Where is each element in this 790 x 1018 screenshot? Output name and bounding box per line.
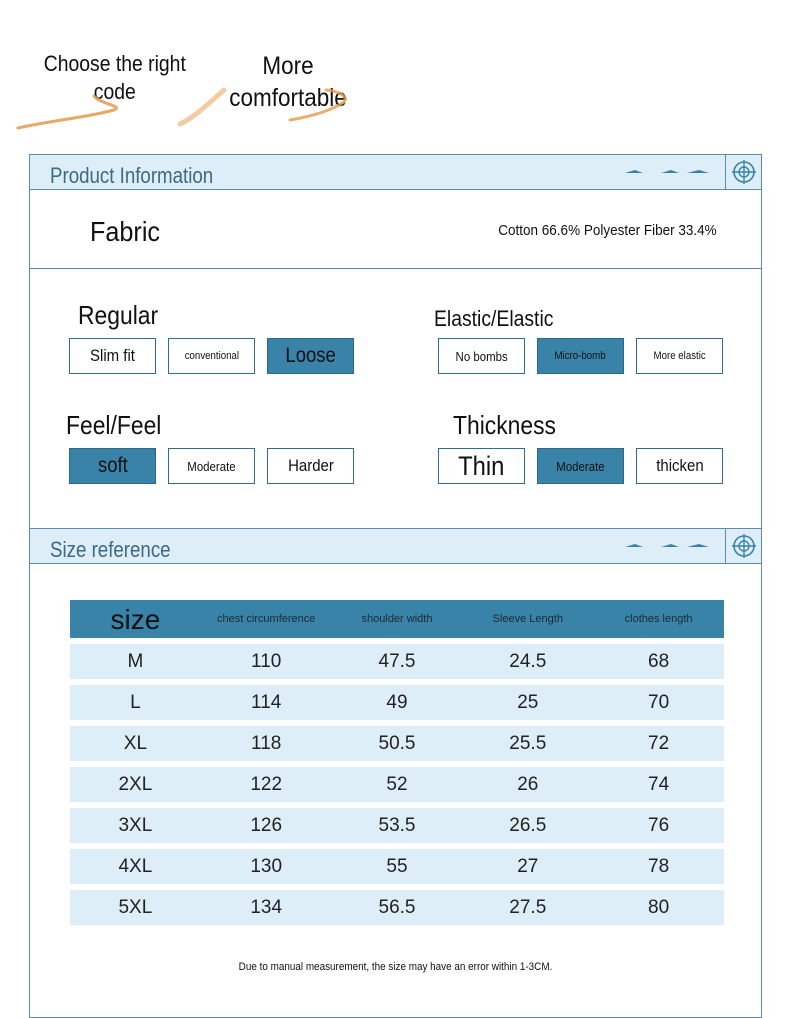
table-row xyxy=(70,767,724,802)
cell-length: 72 xyxy=(648,732,670,754)
header-sleeve: Sleeve Length xyxy=(492,612,563,625)
thickness-option-moderate-label: Moderate xyxy=(556,458,605,474)
table-row xyxy=(70,644,724,679)
cell-shoulder: 53.5 xyxy=(378,814,416,836)
thickness-option-thin[interactable] xyxy=(438,448,525,484)
cell-chest: 126 xyxy=(250,814,283,836)
cell-shoulder: 49 xyxy=(386,691,408,713)
cell-length: 68 xyxy=(648,650,670,672)
cell-shoulder: 50.5 xyxy=(378,732,416,754)
measurement-note: Due to manual measurement, the size may have an error within 1-3CM. xyxy=(238,961,553,973)
promo-choose-code xyxy=(40,50,190,130)
cell-size: M xyxy=(127,650,144,672)
elastic-option-no-bombs-label: No bombs xyxy=(455,348,508,364)
feel-option-soft[interactable] xyxy=(69,448,156,484)
product-info-title: Product Information xyxy=(50,163,214,188)
fit-option-loose[interactable] xyxy=(267,338,354,374)
cell-size: XL xyxy=(123,732,148,754)
cell-sleeve: 27.5 xyxy=(509,896,547,918)
fabric-label: Fabric xyxy=(90,216,161,247)
header-size: size xyxy=(110,603,161,635)
cell-sleeve: 24.5 xyxy=(509,650,547,672)
cell-chest: 110 xyxy=(251,650,282,672)
table-row xyxy=(70,849,724,884)
cell-shoulder: 55 xyxy=(386,855,408,877)
cell-size: 5XL xyxy=(118,896,153,918)
arrows-icon xyxy=(623,539,713,555)
cell-sleeve: 26 xyxy=(517,773,539,795)
size-reference-title: Size reference xyxy=(50,537,171,562)
cell-length: 70 xyxy=(648,691,670,713)
cell-chest: 118 xyxy=(251,732,282,754)
thickness-option-thin-label: Thin xyxy=(458,450,505,481)
promo-more-comfortable xyxy=(225,50,351,130)
size-table-header xyxy=(70,600,724,638)
thickness-title: Thickness xyxy=(453,410,557,440)
elastic-option-micro-bomb[interactable] xyxy=(537,338,624,374)
cell-length: 74 xyxy=(648,773,670,795)
cell-chest: 134 xyxy=(250,896,283,918)
cell-chest: 130 xyxy=(250,855,283,877)
feel-option-moderate-label: Moderate xyxy=(187,458,236,474)
cell-shoulder: 47.5 xyxy=(378,650,416,672)
promo-more-comfortable-text: More comfortable xyxy=(229,52,347,112)
cell-length: 78 xyxy=(648,855,670,877)
elastic-option-more-elastic-label: More elastic xyxy=(653,350,706,362)
fit-option-slim-label: Slim fit xyxy=(90,346,135,365)
fit-option-slim[interactable] xyxy=(69,338,156,374)
cell-length: 76 xyxy=(648,814,670,836)
cell-shoulder: 56.5 xyxy=(378,896,416,918)
feel-title: Feel/Feel xyxy=(66,410,162,440)
cell-sleeve: 26.5 xyxy=(509,814,547,836)
feel-option-harder[interactable] xyxy=(267,448,354,484)
promo-choose-code-text: Choose the right code xyxy=(43,51,186,104)
product-info-panel xyxy=(29,154,762,529)
feel-option-soft-label: soft xyxy=(97,454,128,477)
cell-sleeve: 25.5 xyxy=(509,732,547,754)
cell-sleeve: 27 xyxy=(517,855,539,877)
feel-option-harder-label: Harder xyxy=(287,456,334,475)
fabric-value: Cotton 66.6% Polyester Fiber 33.4% xyxy=(498,222,717,239)
arrows-icon xyxy=(623,165,713,181)
thickness-option-thicken[interactable] xyxy=(636,448,723,484)
cell-chest: 122 xyxy=(250,773,283,795)
size-reference-header xyxy=(30,528,761,564)
header-chest: chest circumference xyxy=(216,612,316,625)
elastic-option-more-elastic[interactable] xyxy=(636,338,723,374)
fit-option-conventional[interactable] xyxy=(168,338,255,374)
header-clothes-length: clothes length xyxy=(624,612,693,625)
table-row xyxy=(70,685,724,720)
divider xyxy=(30,268,761,269)
feel-option-moderate[interactable] xyxy=(168,448,255,484)
cell-size: L xyxy=(130,691,141,713)
elastic-title: Elastic/Elastic xyxy=(434,306,554,331)
crosshair-icon xyxy=(725,529,761,563)
table-row xyxy=(70,890,724,925)
size-reference-panel xyxy=(29,528,762,1018)
fit-option-conventional-label: conventional xyxy=(184,350,239,362)
crosshair-icon xyxy=(725,155,761,189)
cell-size: 3XL xyxy=(118,814,153,836)
cell-length: 80 xyxy=(648,896,670,918)
thickness-option-moderate[interactable] xyxy=(537,448,624,484)
cell-chest: 114 xyxy=(251,691,282,713)
header-shoulder: shoulder width xyxy=(361,612,433,625)
size-table xyxy=(70,600,724,925)
cell-size: 4XL xyxy=(118,855,153,877)
elastic-option-no-bombs[interactable] xyxy=(438,338,525,374)
thickness-option-thicken-label: thicken xyxy=(655,456,704,475)
elastic-option-micro-bomb-label: Micro-bomb xyxy=(554,350,607,362)
cell-sleeve: 25 xyxy=(517,691,539,713)
fit-title: Regular xyxy=(78,300,159,330)
product-info-header xyxy=(30,154,761,190)
fit-option-loose-label: Loose xyxy=(285,344,336,367)
cell-shoulder: 52 xyxy=(386,773,408,795)
table-row xyxy=(70,726,724,761)
table-row xyxy=(70,808,724,843)
cell-size: 2XL xyxy=(118,773,153,795)
